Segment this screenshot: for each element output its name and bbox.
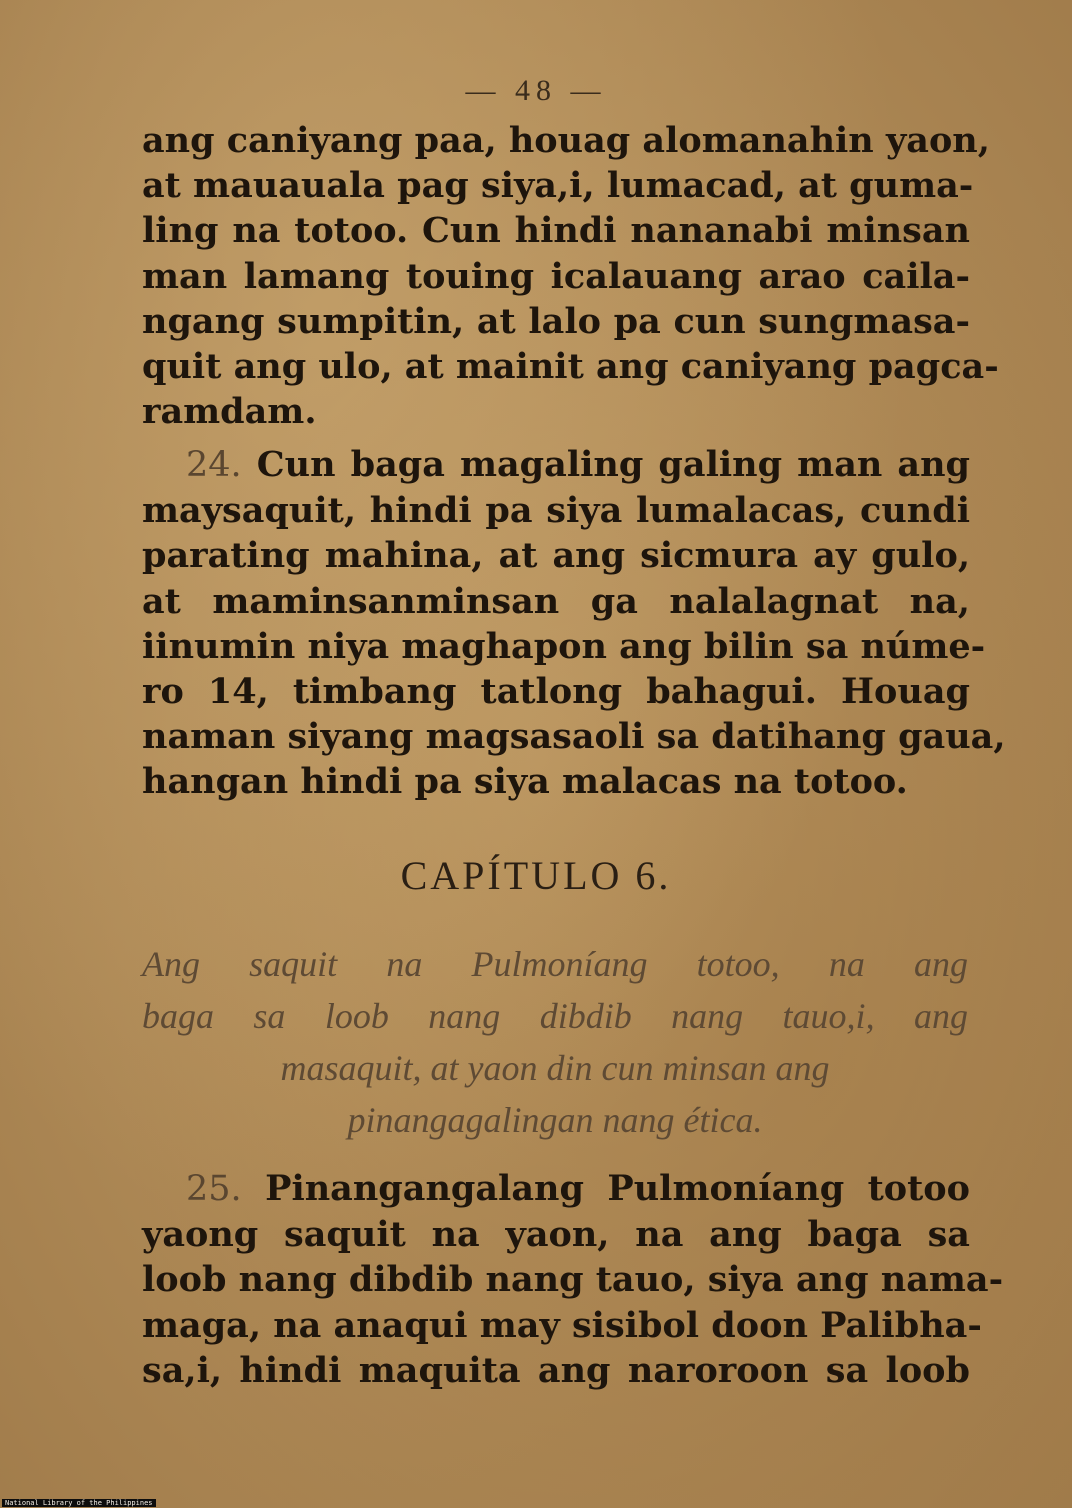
text-line: loob nang dibdib nang tauo, siya ang nama- <box>142 1259 1004 1301</box>
text-line: at maminsanminsan ga nalalagnat na, <box>142 580 970 622</box>
text-line <box>142 1166 970 1212</box>
text-line: ngang sumpitin, at lalo pa cun sungmasa- <box>142 300 970 342</box>
text-line: iinumin niya maghapon ang bilin sa núme- <box>142 625 986 667</box>
library-credit: National Library of the Philippines <box>2 1499 156 1507</box>
paragraph-25 <box>142 1166 1004 1393</box>
text-line: naman siyang magsasaoli sa datihang gaua, <box>142 716 1006 758</box>
text-line: maga, na anaqui may sisibol doon Palibha- <box>142 1304 982 1346</box>
chapter-heading: CAPÍTULO 6. <box>400 853 672 898</box>
summary-line: Ang saquit na Pulmoníang totoo, na ang <box>142 944 968 984</box>
paragraph-24 <box>142 442 1006 805</box>
text-line: parating mahina, at ang sicmura ay gulo, <box>142 535 970 577</box>
text-line: ramdam. <box>142 391 317 433</box>
text-line: ang caniyang paa, houag alomanahin yaon, <box>142 120 990 161</box>
text-line: sa,i, hindi maquita ang naroroon sa loob <box>142 1349 970 1391</box>
text-line: hangan hindi pa siya malacas na totoo. <box>142 761 908 803</box>
paragraph-number: 24. <box>186 445 242 485</box>
summary-line: baga sa loob nang dibdib nang tauo,i, ang <box>142 996 968 1036</box>
text-line: maysaquit, hindi pa siya lumalacas, cundi <box>142 490 970 532</box>
chapter-summary <box>142 938 968 1146</box>
text-line <box>142 442 970 488</box>
text-line: ro 14, timbang tatlong bahagui. Houag <box>142 671 970 713</box>
text-line: man lamang touing icalauang arao caila- <box>142 255 970 297</box>
text-line: at mauauala pag siya,i, lumacad, at guma- <box>142 165 974 207</box>
summary-line: masaquit, at yaon din cun minsan ang <box>280 1048 830 1088</box>
summary-line: pinangagalingan nang ética. <box>347 1100 763 1140</box>
text-line: ling na totoo. Cun hindi nananabi minsan <box>142 210 970 252</box>
paragraph-first-line-text: Cun baga magaling galing man ang <box>256 444 971 485</box>
paragraph-number: 25. <box>186 1169 242 1209</box>
page-number: — 48 — <box>465 74 607 107</box>
paragraph-first-line-text: Pinangangalang Pulmoníang totoo <box>265 1168 970 1209</box>
text-line: quit ang ulo, at mainit ang caniyang pagca- <box>142 346 999 388</box>
text-line: yaong saquit na yaon, na ang baga sa <box>142 1214 970 1256</box>
paragraph-continued <box>142 118 999 434</box>
